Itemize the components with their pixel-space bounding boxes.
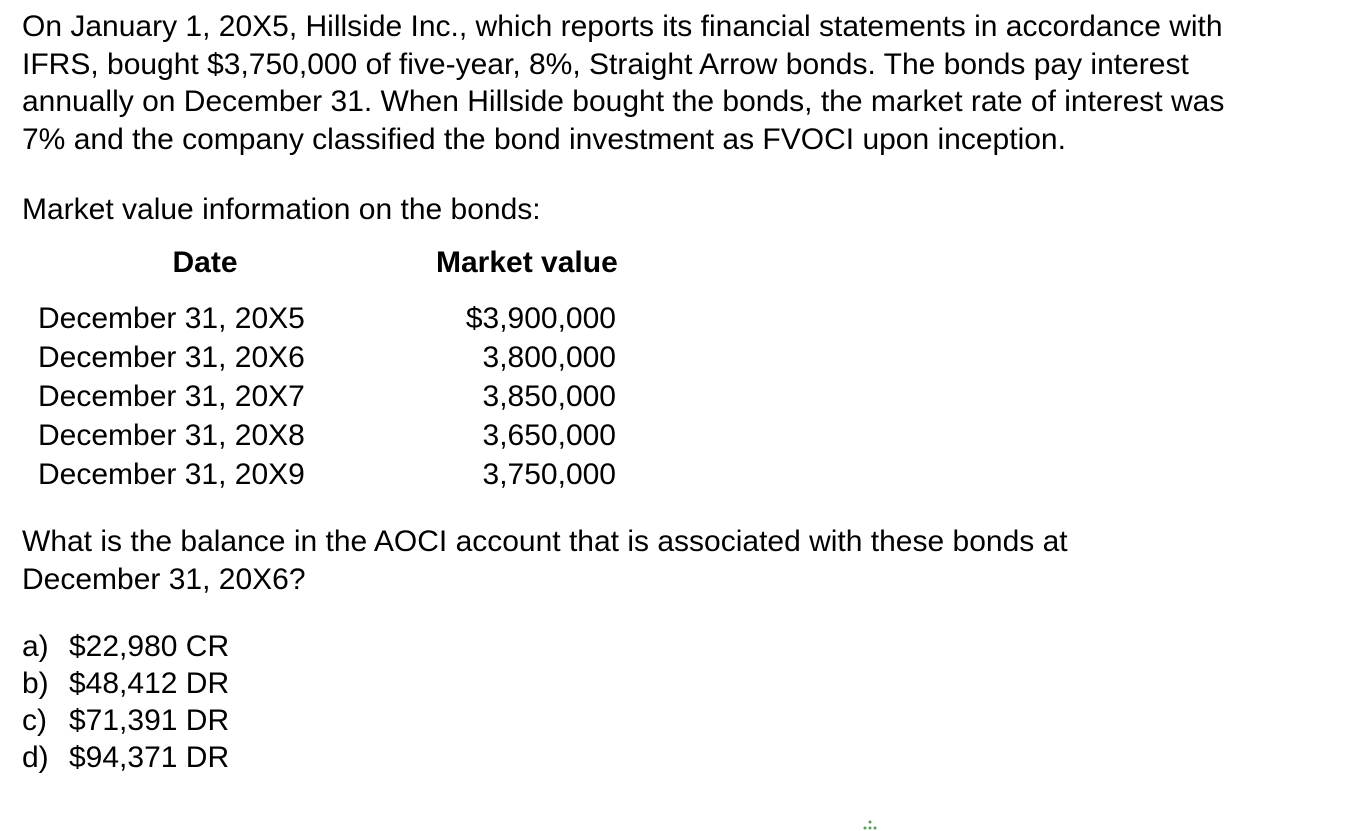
option-text: $94,371 DR — [69, 741, 230, 774]
intro-line: IFRS, bought $3,750,000 of five-year, 8%, Straight Arrow bonds. The bonds pay interest — [22, 47, 1189, 81]
market-value-cell: 3,750,000 — [482, 458, 616, 491]
market-value-cell: 3,850,000 — [482, 380, 616, 413]
date-cell: December 31, 20X6 — [38, 341, 305, 374]
intro-line: On January 1, 20X5, Hillside Inc., which reports its financial statements in accordance with — [22, 10, 1223, 43]
market-value-cell: 3,650,000 — [482, 419, 616, 452]
option-letter: a) — [22, 630, 49, 663]
date-cell: December 31, 20X7 — [38, 380, 305, 413]
option-text: $48,412 DR — [69, 667, 230, 700]
option-text: $71,391 DR — [69, 704, 230, 737]
market-value-cell: $3,900,000 — [465, 302, 616, 335]
option-text: $22,980 CR — [69, 630, 230, 663]
market-value-label: Market value information on the bonds: — [22, 193, 541, 226]
date-cell: December 31, 20X5 — [38, 302, 305, 335]
question-text — [22, 523, 1322, 598]
intro-line: 7% and the company classified the bond investment as FVOCI upon inception. — [22, 122, 1066, 156]
table-row — [38, 299, 638, 338]
table-row — [38, 377, 638, 416]
market-value-column-header: Market value — [436, 246, 618, 279]
option-letter: d) — [22, 741, 49, 774]
question-line: What is the balance in the AOCI account that is associated with these bonds at — [22, 525, 1068, 558]
table-row — [38, 455, 638, 494]
option-letter: b) — [22, 667, 49, 700]
table-row — [38, 416, 638, 455]
market-value-cell: 3,800,000 — [482, 341, 616, 374]
dots-icon — [858, 818, 882, 831]
date-cell: December 31, 20X8 — [38, 419, 305, 452]
table-body — [38, 299, 638, 494]
question-line: December 31, 20X6? — [22, 562, 306, 596]
date-cell: December 31, 20X9 — [38, 458, 305, 491]
intro-line: annually on December 31. When Hillside bought the bonds, the market rate of interest was — [22, 85, 1225, 118]
date-column-header: Date — [172, 246, 238, 279]
table-row — [38, 338, 638, 377]
option-letter: c) — [22, 704, 47, 737]
intro-paragraph — [22, 8, 1332, 158]
